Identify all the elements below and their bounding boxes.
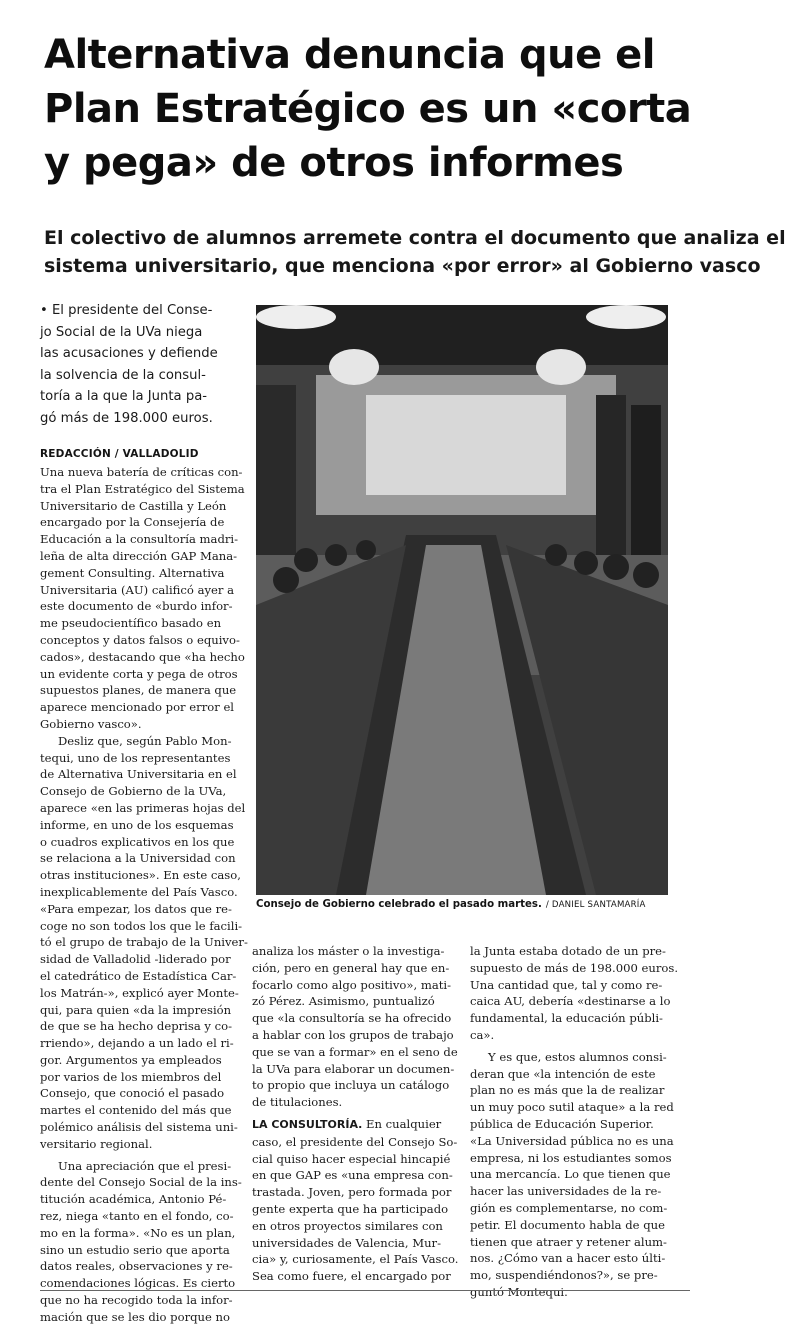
- text-line: tequi, uno de los representantes: [40, 750, 231, 765]
- text-line: hacer las universidades de la re-: [470, 1184, 662, 1199]
- text-line: coge no son todos los que le facili-: [40, 918, 243, 933]
- text-line: Gobierno vasco».: [40, 716, 142, 731]
- byline: REDACCIÓN / VALLADOLID: [40, 448, 199, 460]
- text-line: Sea como fuere, el encargado por: [252, 1269, 451, 1284]
- summary-line: toría a la que la Junta pa-: [40, 389, 208, 404]
- text-line: otras instituciones». En este caso,: [40, 868, 241, 883]
- text-line: en que GAP es «una empresa con-: [252, 1168, 453, 1183]
- text-line: la Junta estaba dotado de un pre-: [470, 944, 666, 958]
- article-paragraph: [40, 464, 250, 733]
- text-line: gement Consulting. Alternativa: [40, 565, 225, 580]
- text-line: caica AU, debería «destinarse a lo: [470, 994, 671, 1009]
- text-line: caso, el presidente del Consejo So-: [252, 1134, 458, 1149]
- summary-line: la solvencia de la consul-: [40, 367, 206, 383]
- text-line: guntó Montequi.: [470, 1284, 568, 1299]
- text-line: datos reales, observaciones y re-: [40, 1259, 233, 1274]
- text-line: zó Pérez. Asimismo, puntualizó: [252, 994, 435, 1009]
- article-paragraph: [470, 943, 680, 1044]
- headline-line: Plan Estratégico es un «corta: [44, 86, 692, 132]
- text-line: ción, pero en general hay que en-: [252, 960, 450, 975]
- bottom-rule: [40, 1290, 690, 1291]
- text-line: mo en la forma». «No es un plan,: [40, 1225, 236, 1240]
- text-line: empresa, ni los estudiantes somos: [470, 1150, 672, 1165]
- text-line: petir. El documento habla de que: [470, 1217, 665, 1232]
- subheadline: [44, 224, 786, 280]
- text-line: inexplicablemente del País Vasco.: [40, 884, 238, 899]
- text-line: o cuadros explicativos en los que: [40, 834, 235, 849]
- text-line: informe, en uno de los esquemas: [40, 817, 234, 832]
- subheadline-line: sistema universitario, que menciona «por error» al Gobierno vasco: [44, 255, 761, 277]
- text-line: ca».: [470, 1027, 495, 1042]
- text-line: supuesto de más de 198.000 euros.: [470, 960, 679, 975]
- text-line: supuestos planes, de manera que: [40, 683, 237, 698]
- summary-line: las acusaciones y defiende: [40, 346, 218, 361]
- text-line: to propio que incluya un catálogo: [252, 1078, 450, 1093]
- article-paragraph: [470, 1049, 680, 1301]
- text-line: martes el contenido del más que: [40, 1103, 232, 1118]
- text-line: que no ha recogido toda la infor-: [40, 1293, 233, 1308]
- headline-line: y pega» de otros informes: [44, 140, 624, 186]
- text-line: «La Universidad pública no es una: [470, 1133, 674, 1148]
- text-line: analiza los máster o la investiga-: [252, 944, 445, 958]
- text-line: versitario regional.: [40, 1136, 153, 1151]
- photo-caption: [256, 898, 696, 912]
- text-line: este documento de «burdo infor-: [40, 599, 233, 614]
- text-line: gor. Argumentos ya empleados: [40, 1052, 222, 1067]
- text-line: Y es que, estos alumnos consi-: [488, 1049, 667, 1064]
- text-line: de Alternativa Universitaria en el: [40, 767, 237, 782]
- text-line: sino un estudio serio que aporta: [40, 1242, 230, 1257]
- text-line: a hablar con los grupos de trabajo: [252, 1027, 454, 1042]
- meeting-room-illustration: [256, 305, 668, 895]
- text-line: de que se ha hecho deprisa y co-: [40, 1019, 233, 1034]
- summary-line: gó más de 198.000 euros.: [40, 410, 213, 426]
- text-line: qui, para quien «da la impresión: [40, 1002, 232, 1017]
- text-line: cial quiso hacer especial hincapié: [252, 1151, 451, 1166]
- text-line: Universitario de Castilla y León: [40, 498, 227, 513]
- text-line: deran que «la intención de este: [470, 1066, 656, 1081]
- text-line: pública de Educación Superior.: [470, 1116, 654, 1131]
- text-fragment: En cualquier: [362, 1116, 442, 1131]
- text-line: mo, suspendiéndonos?», se pre-: [470, 1268, 658, 1283]
- text-line: gente experta que ha participado: [252, 1201, 449, 1216]
- text-line: Consejo de Gobierno de la UVa,: [40, 784, 227, 799]
- text-line: Educación a la consultoría madri-: [40, 532, 239, 547]
- text-line: por varios de los miembros del: [40, 1069, 222, 1084]
- text-line: de titulaciones.: [252, 1095, 343, 1110]
- photo-credit: / DANIEL SANTAMARÍA: [545, 900, 646, 910]
- text-line: Una apreciación que el presi-: [58, 1158, 232, 1173]
- text-line: leña de alta dirección GAP Mana-: [40, 548, 238, 563]
- caption-text: Consejo de Gobierno celebrado el pasado martes.: [256, 899, 542, 910]
- text-line: tó el grupo de trabajo de la Univer-: [40, 935, 248, 950]
- headline-line: Alternativa denuncia que el: [44, 32, 655, 78]
- text-line: en otros proyectos similares con: [252, 1218, 443, 1233]
- text-line: aparece «en las primeras hojas del: [40, 800, 246, 815]
- text-line: rriendo», dejando a un lado el ri-: [40, 1036, 234, 1051]
- text-line: Universitaria (AU) calificó ayer a: [40, 582, 235, 597]
- text-line: la UVa para elaborar un documen-: [252, 1061, 455, 1076]
- text-line: dente del Consejo Social de la ins-: [40, 1175, 242, 1190]
- text-line: tra el Plan Estratégico del Sistema: [40, 481, 245, 496]
- meeting-photo: [256, 305, 668, 895]
- article-column-3: [470, 943, 680, 1301]
- summary-line: jo Social de la UVa niega: [40, 324, 203, 340]
- text-line: mación que se les dio porque no: [40, 1309, 230, 1324]
- text-line: focarlo como algo positivo», mati-: [252, 977, 452, 992]
- text-line: aparece mencionado por error el: [40, 700, 235, 715]
- article-column-2: [252, 943, 462, 1285]
- text-line: los Matrán-», explicó ayer Monte-: [40, 985, 239, 1000]
- article-paragraph: [252, 943, 462, 1111]
- summary-line: • El presidente del Conse-: [40, 303, 213, 318]
- text-line: titución académica, Antonio Pé-: [40, 1192, 227, 1207]
- text-line: rez, niega «tanto en el fondo, co-: [40, 1209, 234, 1224]
- text-line: nos. ¿Cómo van a hacer esto últi-: [470, 1251, 666, 1266]
- text-line: cados», destacando que «ha hecho: [40, 649, 245, 664]
- article-paragraph: [40, 1158, 250, 1326]
- text-line: Consejo, que conoció el pasado: [40, 1086, 225, 1101]
- headline: [44, 28, 692, 190]
- text-line: se relaciona a la Universidad con: [40, 851, 236, 866]
- article-column-1: [40, 464, 250, 1326]
- text-line: conceptos y datos falsos o equivo-: [40, 632, 240, 647]
- text-line: un evidente corta y pega de otros: [40, 666, 238, 681]
- summary-bullet: [40, 300, 245, 429]
- text-line: «Para empezar, los datos que re-: [40, 901, 232, 916]
- text-line: un muy poco sutil ataque» a la red: [470, 1100, 674, 1115]
- text-line: tienen que atraer y retener alum-: [470, 1234, 667, 1249]
- section-lead: LA CONSULTORÍA.: [252, 1117, 363, 1131]
- text-line: que se van a formar» en el seno de: [252, 1044, 458, 1059]
- article-paragraph: [40, 733, 250, 1153]
- text-line: Una nueva batería de críticas con-: [40, 465, 243, 479]
- text-line: comendaciones lógicas. Es cierto: [40, 1276, 236, 1291]
- text-line: polémico análisis del sistema uni-: [40, 1120, 238, 1135]
- text-line: me pseudocientífico basado en: [40, 616, 222, 631]
- text-line: Desliz que, según Pablo Mon-: [58, 733, 232, 748]
- text-line: trastada. Joven, pero formada por: [252, 1185, 452, 1200]
- text-line: [252, 1116, 462, 1134]
- text-line: gión es complementarse, no com-: [470, 1200, 668, 1215]
- text-line: sidad de Valladolid -liderado por: [40, 952, 231, 967]
- text-line: encargado por la Consejería de: [40, 515, 225, 530]
- text-line: una mercancía. Lo que tienen que: [470, 1167, 671, 1182]
- text-line: que «la consultoría se ha ofrecido: [252, 1011, 452, 1026]
- text-line: cia» y, curiosamente, el País Vasco.: [252, 1252, 459, 1267]
- text-line: universidades de Valencia, Mur-: [252, 1235, 442, 1250]
- article-paragraph: [252, 1116, 462, 1285]
- text-line: Una cantidad que, tal y como re-: [470, 977, 663, 992]
- text-line: plan no es más que la de realizar: [470, 1083, 665, 1098]
- text-line: el catedrático de Estadística Car-: [40, 968, 237, 983]
- subheadline-line: El colectivo de alumnos arremete contra el documento que analiza el: [44, 227, 786, 249]
- text-line: fundamental, la educación públi-: [470, 1011, 663, 1026]
